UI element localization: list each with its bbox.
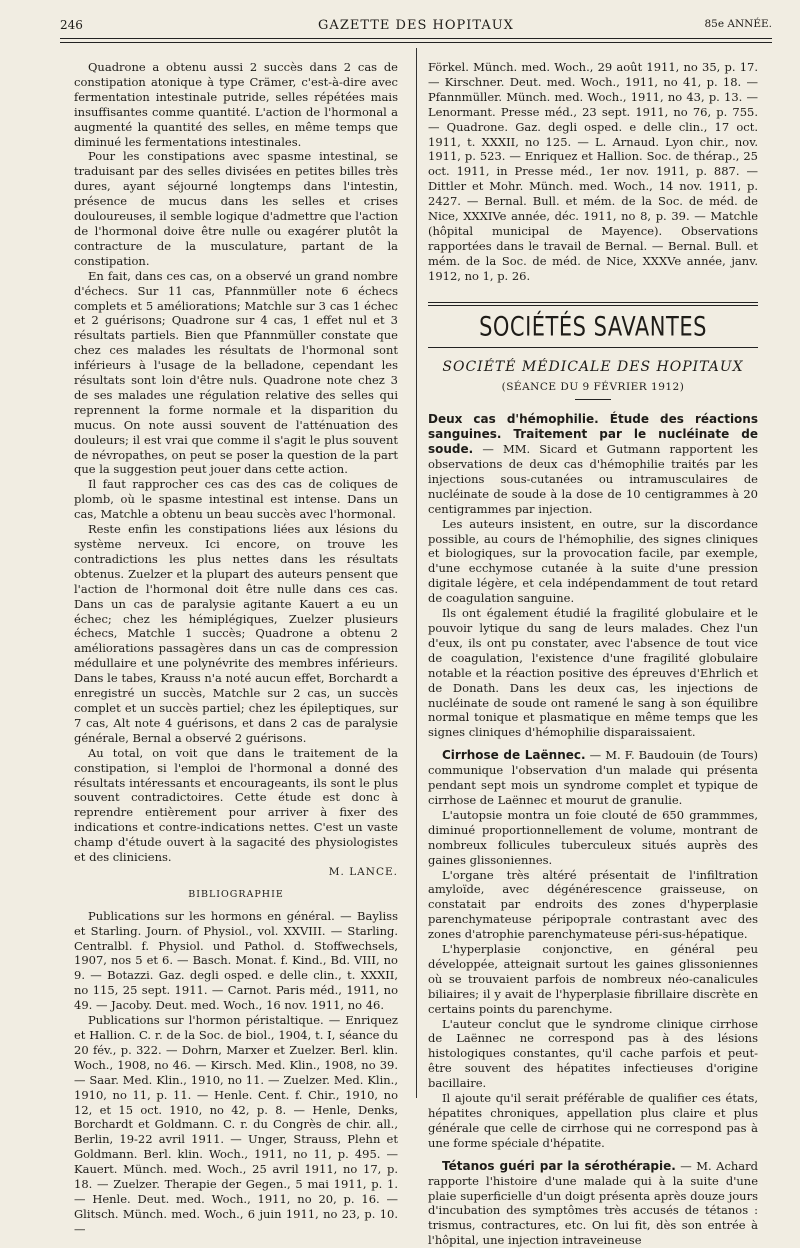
header-rule <box>60 38 772 39</box>
short-rule <box>575 399 611 400</box>
journal-title: GAZETTE DES HOPITAUX <box>318 18 514 33</box>
article-heading: Tétanos guéri par la sérothérapie. <box>442 1158 676 1173</box>
paragraph: En fait, dans ces cas, on a observé un grand nombre d'échecs. Sur 11 cas, Pfannmüller note 6 échecs complets et 5 améliorations; Matchle sur 3 cas 1 échec et 2 guérisons; Quadrone sur 4 cas, 1 effet nul et 3 résultats partiels. Bien que Pfannmüller constate que chez ces malades les résultats de l'hormonal sont inférieurs à l'usage de la belladone, cependant les résultats sont loin d'être nuls. Quadrone note chez 3 de ses malades une régulation relative des selles qui reprennent la forme normale et la disparition du mucus. On note aussi souvent de l'atténuation des douleurs; il est vrai que comme il s'agit le plus souvent de névropathes, on peut se poser la question de la part que la suggestion peut jouer dans cette action. <box>74 268 398 477</box>
bibliography <box>74 909 398 1237</box>
left-column <box>74 60 398 1237</box>
year-label: 85e ANNÉE. <box>704 18 772 30</box>
paragraph: Quadrone a obtenu aussi 2 succès dans 2 cas de constipation atonique à type Crämer, c'est-à-dire avec fermentation intestinale putride, selles répétées mais insuffisantes comme quantité. L'action de l'hormonal a augmenté la quantité des selles, en même temps que diminué les fermentations intestinales. <box>74 60 398 149</box>
article-hemophilie <box>428 412 758 516</box>
session-date: (SÉANCE DU 9 FÉVRIER 1912) <box>501 381 685 394</box>
paragraph: L'organe très altéré présentait de l'infiltration amyloïde, avec dégénérescence graisseuse, on constatait par endroits des zones d'hyperplasie parenchymateuse péripортale contrastant avec des zones d'atrophie parenchymateuse péri-sus-hépatique. <box>428 867 758 942</box>
bibliography-title: BIBLIOGRAPHIE <box>188 888 284 900</box>
paragraph: L'hyperplasie conjonctive, en général peu développée, atteignait surtout les gaines glissoniennes où se trouvaient parfois de nombreux néo-canalicules biliaires; il y avait de l'hyperplasie fibrillaire discrète en certains points du parenchyme. <box>428 942 758 1016</box>
column-separator <box>416 48 417 1098</box>
page-number: 246 <box>60 18 83 32</box>
section-title: SOCIÉTÉS SAVANTES <box>479 311 707 342</box>
bibliography-continued: Förkel. Münch. med. Woch., 29 août 1911, no 35, p. 17. — Kirschner. Deut. med. Woch., 1911, no 41, p. 18. — Pfannmüller. Münch. med. Woch., 1911, no 43, p. 13. — Lenormant. Presse méd., 23 sept. 1911, no 76, p. 755. — Quadrone. Gaz. degli osped. e delle clin., 17 oct. 1911, t. XXXII, no 125. — L. Arnaud. Lyon chir., nov. 1911, p. 523. — Enriquez et Hallion. Soc. de thérap., 25 oct. 1911, in Presse méd., 1er nov. 1911, p. 887. — Dittler et Mohr. Münch. med. Woch., 14 nov. 1911, p. 2427. — Bernal. Bull. et mém. de la Soc. de méd. de Nice, XXXIVe année, déc. 1911, no 8, p. 39. — Matchle (hôpital municipal de Mayence). Observations rapportées dans le travail de Bernal. — Bernal. Bull. et mém. de la Soc. de méd. de Nice, XXXVe année, janv. 1912, no 1, p. 26. <box>428 60 758 283</box>
paragraph: L'autopsie montra un foie clouté de 650 grammmes, diminué proportionnellement de volume, montrant de nombreux follicules tuberculeux situés auprès des gaines glissoniennes. <box>428 807 758 867</box>
paragraph: Au total, on voit que dans le traitement de la constipation, si l'emploi de l'hormonal a donné des résultats intéressants et encourageants, ils sont le plus souvent contradictoires. Cette étude est donc à reprendre entièrement pour arriver à fixer des indications et contre-indications nettes. C'est un vaste champ d'étude ouvert à la sagacité des physiologistes et des cliniciens. <box>74 745 398 865</box>
article-text: — MM. Sicard et Gutmann rapportent les observations de deux cas d'hémophilie traités par les injections sous-cutanées ou intramusculaires de nucléinate de soude à la dose de 10 centigrammes à 20 centigrammes par injection. <box>428 442 758 516</box>
author-signature: M. LANCE. <box>328 865 398 878</box>
article-cirrhose <box>428 748 758 808</box>
paragraph: Pour les constipations avec spasme intestinal, se traduisant par des selles divisées en petites billes très dures, ayant séjourné longtemps dans l'intestin, présence de mucus dans les selles et crises douloureuses, il semble logique d'admettre que l'action de l'hormonal doive être nulle ou exagérer plutôt la contracture de la musculature, partant de la constipation. <box>74 149 398 268</box>
header-rule-thin <box>60 42 772 43</box>
section-rule-bottom <box>428 347 758 348</box>
article-heading: Deux cas d'hémophilie. Étude des réactions sanguines. Traitement par le nucléinate de soude. <box>428 412 758 457</box>
bibliography-entry: Publications sur l'hormon péristaltique. — Enriquez et Hallion. C. r. de la Soc. de biol., 1904, t. I, séance du 20 fév., p. 322. — Dohrn, Marxer et Zuelzer. Berl. klin. Woch., 1908, no 46. — Kirsch. Med. Klin., 1908, no 39. — Saar. Med. Klin., 1910, no 11. — Zuelzer. Med. Klin., 1910, no 11, p. 11. — Henle. Cent. f. Chir., 1910, no 12, et 15 oct. 1910, no 42, p. 8. — Henle, Denks, Borchardt et Goldmann. C. r. du Congrès de chir. all., Berlin, 19-22 avril 1911. — Unger, Strauss, Plehn et Goldmann. Berl. klin. Woch., 1911, no 11, p. 495. — Kauert. Münch. med. Woch., 25 avril 1911, no 17, p. 18. — Zuelzer. Therapie der Gegen., 5 mai 1911, p. 1. — Henle. Deut. med. Woch., 1911, no 20, p. 16. — Glitsch. Münch. med. Woch., 6 juin 1911, no 23, p. 10. — <box>74 1013 398 1236</box>
paragraph: Ils ont également étudié la fragilité globulaire et le pouvoir lytique du sang de leurs malades. Chez l'un d'eux, ils ont pu constater, avec l'absence de tout vice de coagulation, l'existence d'une fragilité globulaire notable et la réaction positive des épreuves d'Ehrlich et de Donath. Dans les deux cas, les injections de nucléinate de soude ont ramené le sang à son équilibre normal tonique et plasmatique en même temps que les signes cliniques d'hémophilie disparaissaient. <box>428 606 758 740</box>
paragraph: Les auteurs insistent, en outre, sur la discordance possible, au cours de l'hémophilie, des signes cliniques et biologiques, sur la provocation facile, par exemple, d'une ecchymose cutanée à la suite d'une pression digitale légère, et cela indépendamment de tout retard de coagulation sanguine. <box>428 516 758 606</box>
paragraph: L'auteur conclut que le syndrome clinique cirrhose de Laënnec ne correspond pas à des lésions histologiques constantes, qu'il cache parfois et peut-être souvent des hépatites infectieuses d'origine bacillaire. <box>428 1016 758 1091</box>
article-text: — M. F. Baudouin (de Tours) communique l'observation d'un malade qui présenta pendant sept mois un syndrome complet et typique de cirrhose de Laënnec et mourut de granulie. <box>428 748 758 807</box>
article-text: — M. Achard rapporte l'histoire d'une malade qui à la suite d'une plaie superficielle d'un doigt présenta après douze jours d'incubation des symptômes très accusés de tétanos : trismus, contractures, etc. On lui fit, dès son entrée à l'hôpital, une injection intraveineuse <box>428 1158 759 1248</box>
section-rule-top <box>428 302 758 303</box>
section-rule-top-thin <box>428 305 758 306</box>
page-header <box>60 18 772 38</box>
article-heading: Cirrhose de Laënnec. <box>442 748 586 763</box>
paragraph: Il faut rapprocher ces cas des cas de coliques de plomb, où le spasme intestinal est intense. Dans un cas, Matchle a obtenu un beau succès avec l'hormonal. <box>74 477 398 522</box>
paragraph: Reste enfin les constipations liées aux lésions du système nerveux. Ici encore, on trouve les contradictions les plus nettes dans les résultats obtenus. Zuelzer et la plupart des auteurs pensent que l'action de l'hormonal doit être nulle dans ces cas. Dans un cas de paralysie agitante Kauert a eu un échec; chez les hémiplégiques, Zuelzer plusieurs échecs, Matchle 1 succès; Quadrone a obtenu 2 améliorations passagères dans un cas de compression médullaire et une polynévrite des membres inférieurs. Dans le tabes, Krauss n'a noté aucun effet, Borchardt a enregistré un succès, Matchle sur 2 cas, un succès complet et un succès partiel; chez les épileptiques, sur 7 cas, Alt note 4 guérisons, et dans 2 cas de paralysie générale, Bernal a observé 2 guérisons. <box>74 522 398 745</box>
right-column <box>428 60 758 1248</box>
society-title: SOCIÉTÉ MÉDICALE DES HOPITAUX <box>442 358 744 375</box>
paragraph: Il ajoute qu'il serait préférable de qualifier ces états, hépatites chroniques, appellation plus claire et plus générale que celle de cirrhose qui ne correspond pas à une forme spéciale d'hépatite. <box>428 1091 758 1150</box>
bibliography-entry: Publications sur les hormons en général. — Bayliss et Starling. Journ. of Physiol., vol. XXVIII. — Starling. Centralbl. f. Physiol. und Pathol. d. Stoffwechsels, 1907, nos 5 et 6. — Basch. Monat. f. Kind., Bd. VIII, no 9. — Botazzi. Gaz. degli osped. e delle clin., t. XXXII, no 115, 25 sept. 1911. — Carnot. Paris méd., 1911, no 49. — Jacoby. Deut. med. Woch., 16 nov. 1911, no 46. <box>74 908 398 1013</box>
article-tetanos <box>428 1159 758 1248</box>
